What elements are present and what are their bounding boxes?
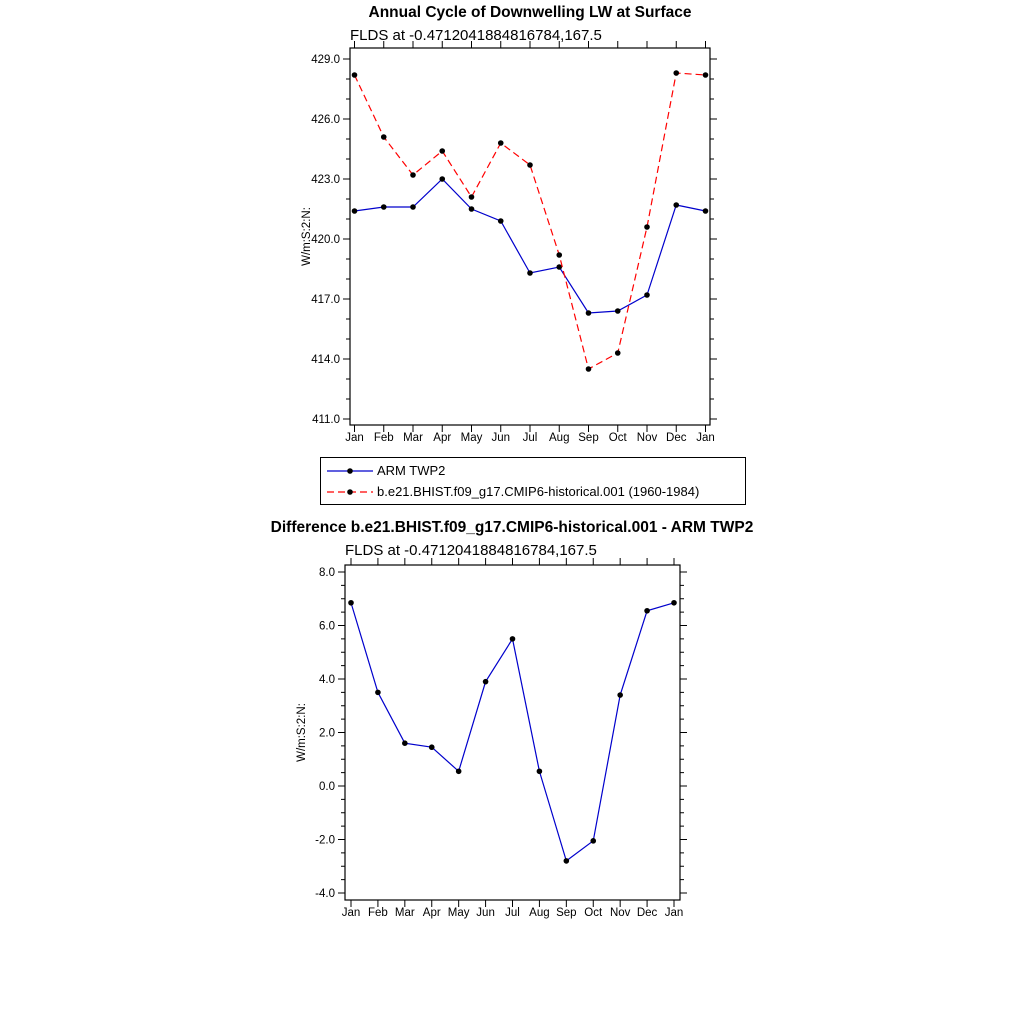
x-tick-label: Feb: [368, 907, 388, 919]
x-tick-label: May: [447, 907, 470, 919]
data-point-marker: [556, 252, 562, 258]
x-tick-label: Dec: [666, 432, 687, 444]
x-tick-label: Apr: [433, 432, 452, 444]
y-tick-label: 414.0: [311, 354, 340, 366]
data-point-marker: [703, 208, 709, 214]
data-point-marker: [586, 366, 592, 372]
y-tick-label: -2.0: [315, 834, 335, 847]
x-tick-label: Dec: [636, 907, 658, 919]
x-tick-label: Jun: [491, 432, 511, 444]
data-point-marker: [644, 608, 650, 614]
x-tick-label: Nov: [636, 432, 658, 444]
legend-entry-arm-twp2: [325, 460, 741, 481]
bottom-chart-title: Difference b.e21.BHIST.f09_g17.CMIP6-historical.001 - ARM TWP2: [270, 519, 754, 536]
data-point-marker: [483, 679, 489, 685]
data-point-marker: [671, 600, 677, 606]
legend-sample-marker: [347, 468, 353, 474]
data-point-marker: [703, 72, 709, 78]
x-tick-label: Oct: [608, 432, 627, 444]
data-point-marker: [537, 768, 543, 774]
y-tick-label: 6.0: [319, 620, 335, 633]
bottom-chart-subtitle: FLDS at -0.4712041884816784,167.5: [345, 542, 597, 559]
data-point-marker: [429, 744, 435, 750]
data-point-marker: [410, 172, 416, 178]
legend-line-sample-arm-twp2: [325, 463, 375, 479]
data-point-marker: [469, 206, 475, 212]
y-tick-label: 426.0: [311, 114, 340, 126]
x-tick-label: Mar: [394, 907, 415, 919]
data-point-marker: [348, 600, 354, 606]
x-tick-label: Sep: [578, 432, 599, 444]
x-tick-label: Jul: [522, 432, 538, 444]
data-point-marker: [673, 70, 679, 76]
x-tick-label: Jun: [476, 907, 495, 919]
legend: [320, 457, 746, 505]
data-point-marker: [381, 204, 387, 210]
y-tick-label: 420.0: [311, 234, 340, 246]
x-tick-label: Sep: [556, 907, 577, 919]
chart-frame: [345, 565, 680, 900]
x-tick-label: Jan: [345, 432, 364, 444]
data-point-marker: [617, 692, 623, 698]
legend-label-model: b.e21.BHIST.f09_g17.CMIP6-historical.001 (1960-1984): [377, 484, 700, 499]
legend-label-arm-twp2: ARM TWP2: [377, 463, 446, 478]
x-tick-label: Oct: [584, 907, 603, 919]
legend-sample-marker: [347, 489, 353, 495]
chart-frame: [350, 48, 710, 425]
y-axis-label: W/m:S:2:N:: [296, 703, 308, 762]
data-point-marker: [352, 72, 358, 78]
series-line-1: [355, 73, 706, 369]
data-point-marker: [510, 636, 516, 642]
y-axis-label: W/m:S:2:N:: [301, 207, 313, 266]
y-tick-label: 0.0: [319, 781, 335, 793]
data-point-marker: [673, 202, 679, 208]
data-point-marker: [498, 218, 504, 224]
data-point-marker: [527, 162, 533, 168]
y-tick-label: 2.0: [319, 727, 335, 740]
top-chart-subtitle: FLDS at -0.4712041884816784,167.5: [350, 27, 602, 44]
x-tick-label: Apr: [422, 907, 441, 919]
x-tick-label: Aug: [549, 432, 570, 444]
data-point-marker: [410, 204, 416, 210]
data-point-marker: [375, 690, 381, 696]
y-tick-label: -4.0: [315, 888, 335, 900]
x-tick-label: May: [460, 432, 483, 444]
x-tick-label: Feb: [373, 432, 394, 444]
data-point-marker: [456, 768, 462, 774]
x-tick-label: Nov: [609, 907, 631, 919]
x-tick-label: Mar: [403, 432, 423, 444]
data-point-marker: [381, 134, 387, 140]
y-tick-label: 411.0: [312, 414, 340, 426]
data-point-marker: [586, 310, 592, 316]
data-point-marker: [615, 308, 621, 314]
legend-entry-model: [325, 481, 741, 502]
data-point-marker: [564, 858, 570, 864]
data-point-marker: [439, 176, 445, 182]
x-tick-label: Jan: [664, 907, 684, 919]
data-point-marker: [439, 148, 445, 154]
y-tick-label: 4.0: [319, 674, 335, 686]
x-tick-label: Jan: [341, 907, 361, 919]
data-point-marker: [615, 350, 621, 356]
bottom-chart-canvas: [285, 558, 755, 938]
y-tick-label: 429.0: [311, 54, 340, 66]
top-chart-canvas: [290, 40, 770, 460]
data-point-marker: [469, 194, 475, 200]
data-point-marker: [644, 224, 650, 230]
x-tick-label: Jul: [505, 907, 520, 919]
data-point-marker: [527, 270, 533, 276]
data-point-marker: [590, 838, 596, 844]
y-tick-label: 423.0: [311, 174, 340, 186]
x-tick-label: Jan: [696, 432, 715, 444]
x-tick-label: Aug: [529, 907, 550, 919]
y-tick-label: 417.0: [311, 294, 340, 306]
legend-line-sample-model: [325, 484, 375, 500]
data-point-marker: [352, 208, 358, 214]
data-point-marker: [402, 740, 408, 746]
data-point-marker: [644, 292, 650, 298]
y-tick-label: 8.0: [319, 567, 335, 579]
top-chart-title: Annual Cycle of Downwelling LW at Surface: [368, 4, 692, 21]
data-point-marker: [498, 140, 504, 146]
